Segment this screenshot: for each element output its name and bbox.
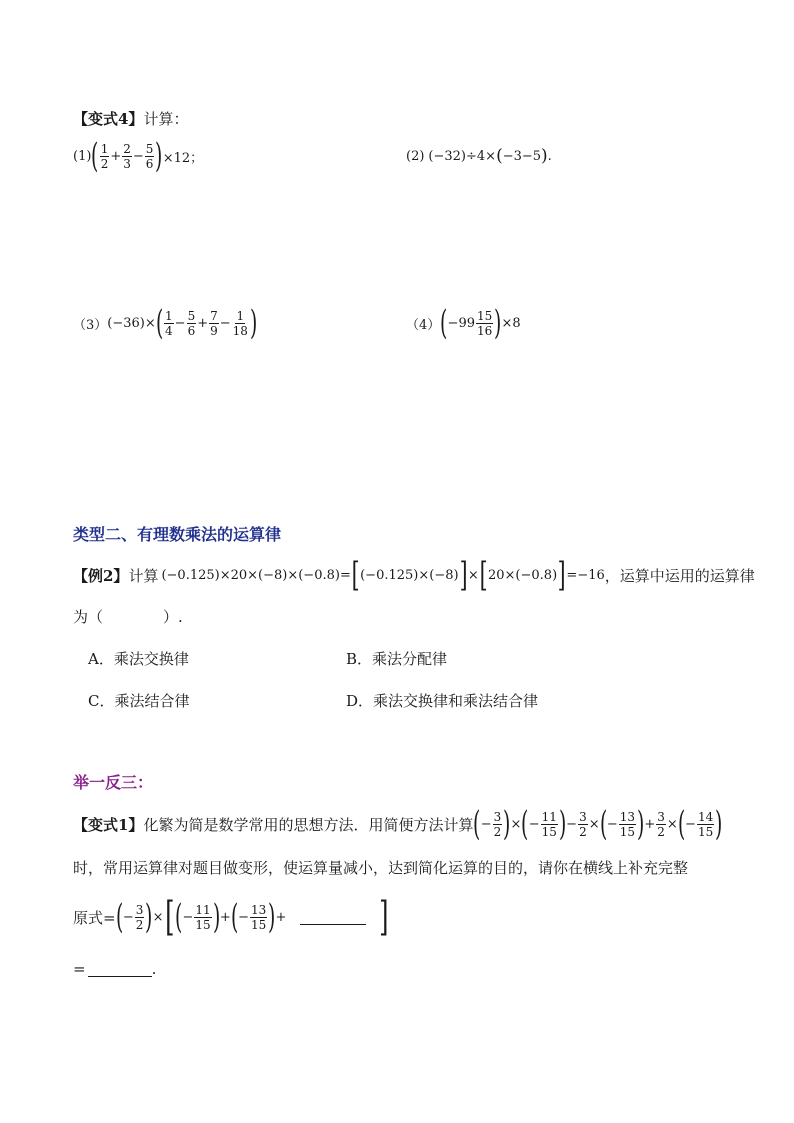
problem-3-label: （3） [73,317,108,333]
fraction: $\frac{1}{2}$ [100,141,109,171]
example2-line2: 为（ ）. [73,608,183,626]
problem-1-label: (1) [73,148,92,164]
example2-verb: 计算 [128,566,159,585]
variant4-header [73,108,188,129]
fraction: $\frac{3}{2}$ [493,809,502,839]
example2-line1: 【例2】 计算 (−0.125)×20×(−8)×(−0.8)= [ (−0.125)×(−8) ] × [ 20×(−0.8) ] =−16 ，运算中运用的运算律 [73,555,755,595]
variant1-line3: 原式= ( − $\frac{3}{2}$ ) × [ ( − $\frac{11}{15}$ ) + ( − $\frac{13}{15}$ ) + ] [73,894,389,940]
problem-4: （4） ( −99 $\frac{15}{16}$ ) ×8 [406,303,521,343]
answer-blank[interactable] [300,910,366,925]
fraction: $\frac{11}{15}$ [541,809,557,839]
variant1-label: 【变式1】 [73,815,144,834]
problem-1: (1) ( $\frac{1}{2}$ + $\frac{2}{3}$ − $\frac{5}{6}$ ) ×12； [73,136,204,176]
variant1-line2: 时，常用运算律对题目做变形，使运算量减小，达到简化运算的目的，请你在横线上补充完整 [73,859,689,877]
example2-label: 【例2】 [73,566,129,585]
example2-tail: ，运算中运用的运算律 [604,566,755,585]
option-c: C． 乘法结合律 [88,692,190,710]
variant4-label: 【变式4】 [73,110,144,128]
fraction: $\frac{15}{16}$ [476,308,493,338]
fraction: $\frac{3}{2}$ [657,809,665,839]
fraction: $\frac{5}{6}$ [145,141,154,171]
problem-4-label: （4） [406,317,441,333]
problem-2: (2) (−32)÷4× ( −3−5 ) . [406,146,552,166]
fraction: $\frac{11}{15}$ [195,902,211,932]
option-b: B． 乘法分配律 [346,650,448,668]
fraction: $\frac{5}{6}$ [187,308,196,338]
variant1-line1: 【变式1】 化繁为简是数学常用的思想方法．用简便方法计算 ( − $\frac{3}{2}$ ) × ( − $\frac{11}{15}$ ) − $\frac{3}{2}$ × ( − $\frac{13}{15}$ ) + $\frac{3}{2}$ × ( − $\frac{14}{15}$ ) [73,804,723,844]
problem-3: （3） (−36)× ( $\frac{1}{4}$ − $\frac{5}{6}$ + $\frac{7}{9}$ − $\frac{1}{18}$ ) [73,303,258,343]
fraction: $\frac{14}{15}$ [697,809,714,839]
fraction: $\frac{3}{2}$ [135,902,144,932]
variant1-text1: 化繁为简是数学常用的思想方法．用简便方法计算 [143,815,474,834]
fraction: $\frac{3}{2}$ [579,809,587,839]
fraction: $\frac{2}{3}$ [123,141,131,171]
fraction: $\frac{13}{15}$ [250,902,267,932]
section-heading-type2: 类型二、有理数乘法的运算律 [73,525,282,544]
option-d: D． 乘法交换律和乘法结合律 [346,692,539,710]
variant4-instruction: 计算： [143,110,189,128]
fraction: $\frac{7}{9}$ [210,308,218,338]
section-heading-practice: 举一反三： [73,773,154,792]
fraction: $\frac{1}{18}$ [232,308,248,338]
answer-blank[interactable] [88,962,152,977]
problem-2-label: (2) [406,148,425,164]
fraction: $\frac{1}{4}$ [165,308,173,338]
fraction: $\frac{13}{15}$ [619,809,636,839]
variant1-line4: = . [73,960,157,978]
option-a: A． 乘法交换律 [88,650,189,668]
